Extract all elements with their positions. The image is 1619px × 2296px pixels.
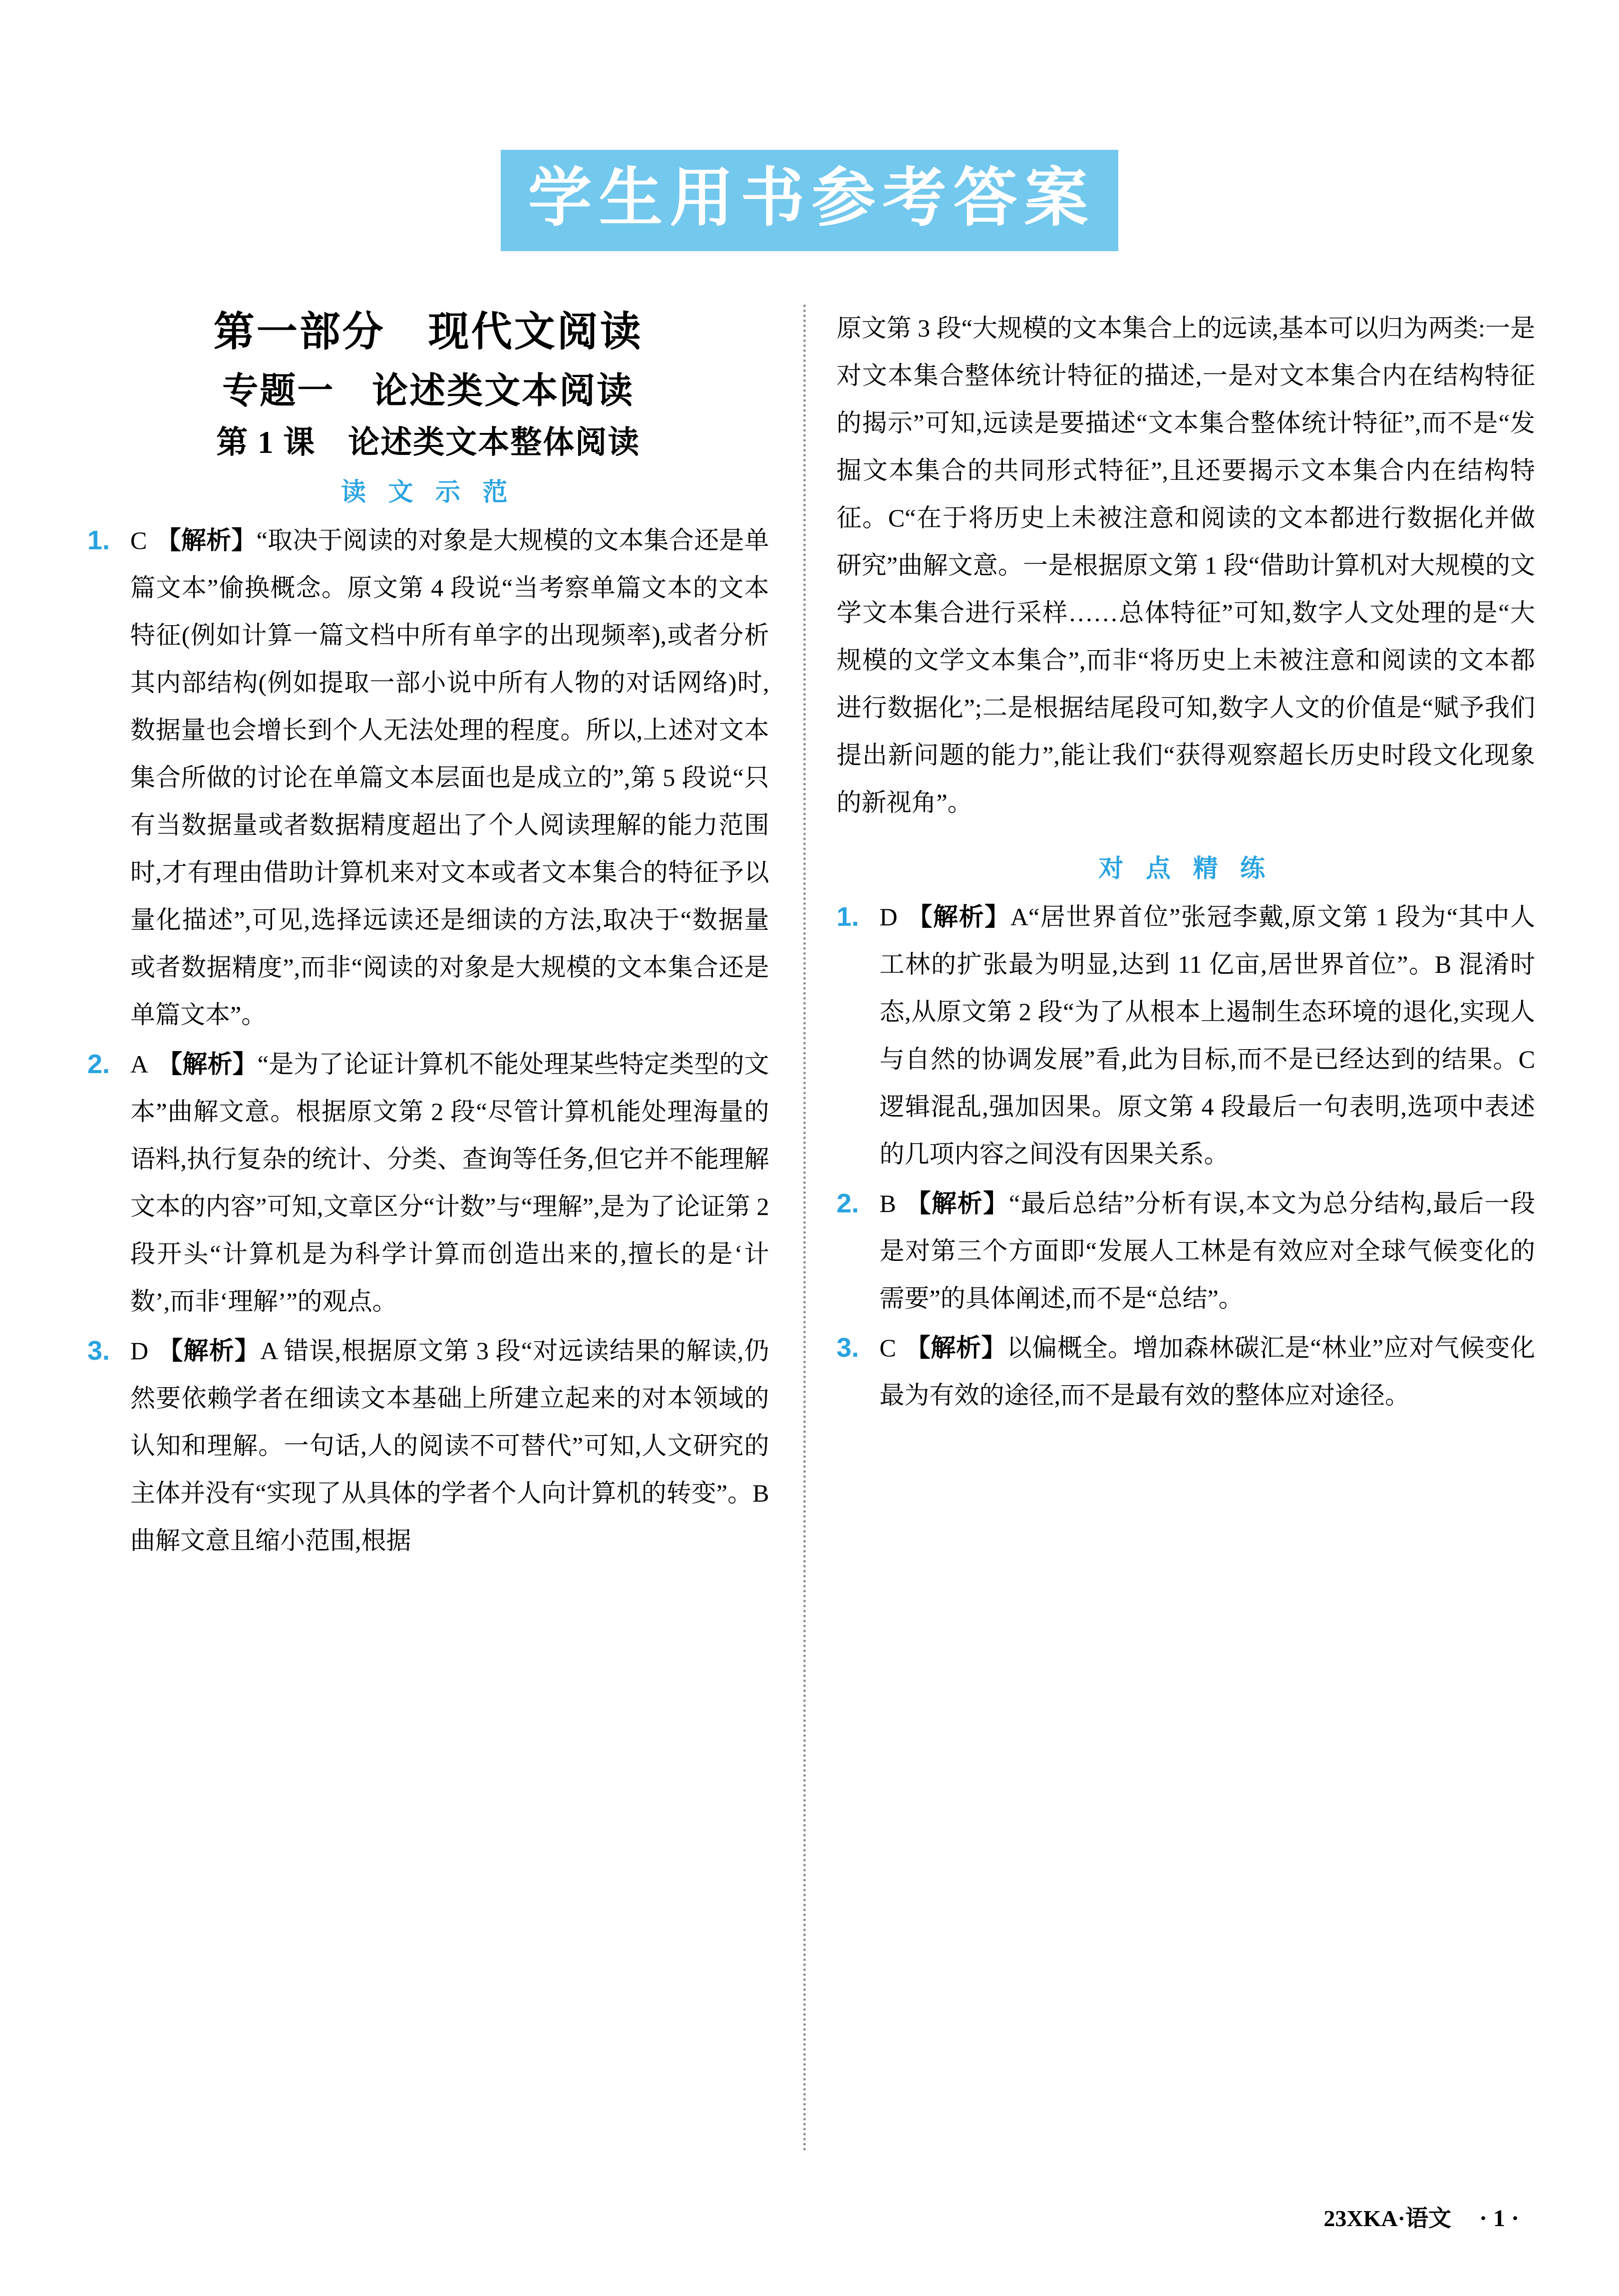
answer-item bbox=[837, 1180, 1535, 1322]
answer-number: 1. bbox=[87, 525, 110, 555]
analysis-tag: 【解析】 bbox=[905, 1334, 1007, 1362]
answer-choice: B bbox=[879, 1189, 896, 1217]
column-divider bbox=[803, 305, 809, 2152]
answer-item bbox=[87, 517, 769, 1039]
title-banner-container bbox=[0, 150, 1619, 251]
answer-item bbox=[87, 1041, 769, 1325]
page-number: · 1 · bbox=[1479, 2205, 1519, 2232]
answer-choice: D bbox=[879, 903, 898, 931]
page-title-banner: 学生用书参考答案 bbox=[501, 150, 1118, 251]
analysis-tag: 【解析】 bbox=[905, 1189, 1009, 1217]
analysis-tag: 【解析】 bbox=[157, 1050, 258, 1078]
answer-item-continuation bbox=[837, 305, 1535, 826]
analysis-tag: 【解析】 bbox=[906, 903, 1010, 931]
answer-item bbox=[837, 1324, 1535, 1419]
two-column-body bbox=[87, 305, 1535, 2197]
answer-number: 3. bbox=[836, 1333, 859, 1363]
part-title: 第一部分 现代文阅读 bbox=[213, 309, 643, 355]
answer-choice: A bbox=[130, 1050, 149, 1078]
analysis-text: “是为了论证计算机不能处理某些特定类型的文本”曲解文意。根据原文第 2 段“尽管计算机能处理海量的语料,执行复杂的统计、分类、查询等任务,但它并不能理解文本的内容”可知,文章区分“计数”与“理解”,是为了论证第 2 段开头“计算机是为科学计算而创造出来的,擅长的是‘计数’,而非‘理解’”的观点。 bbox=[130, 1050, 769, 1315]
answer-item bbox=[837, 893, 1535, 1178]
topic-title: 专题一 论述类文本阅读 bbox=[222, 371, 635, 411]
analysis-tag: 【解析】 bbox=[156, 526, 257, 554]
right-column bbox=[824, 305, 1535, 2197]
footer-code: 23XKA·语文 bbox=[1323, 2206, 1451, 2231]
lesson-title: 第 1 课 论述类文本整体阅读 bbox=[216, 424, 641, 460]
answer-choice: C bbox=[130, 526, 147, 554]
answer-number: 3. bbox=[87, 1335, 110, 1366]
analysis-text: A 错误,根据原文第 3 段“对远读结果的解读,仍然要依赖学者在细读文本基础上所建立起来的对本领域的认知和理解。一句话,人的阅读不可替代”可知,人文研究的主体并没有“实现了从具体的学者个人向计算机的转变”。B 曲解文意且缩小范围,根据 bbox=[130, 1336, 769, 1554]
analysis-text: “最后总结”分析有误,本文为总分结构,最后一段是对第三个方面即“发展人工林是有效应对全球气候变化的需要”的具体阐述,而不是“总结”。 bbox=[879, 1189, 1535, 1312]
answer-number: 2. bbox=[836, 1188, 859, 1218]
analysis-text: “取决于阅读的对象是大规模的文本集合还是单篇文本”偷换概念。原文第 4 段说“当考察单篇文本的文本特征(例如计算一篇文档中所有单字的出现频率),或者分析其内部结构(例如提取一部小说中所有人物的对话网络)时,数据量也会增长到个人无法处理的程度。所以,上述对文本集合所做的讨论在单篇文本层面也是成立的”,第 5 段说“只有当数据量或者数据精度超出了个人阅读理解的能力范围时,才有理由借助计算机来对文本或者文本集合的特征予以量化描述”,可见,选择远读还是细读的方法,取决于“数据量或者数据精度”,而非“阅读的对象是大规模的文本集合还是单篇文本”。 bbox=[130, 526, 769, 1029]
answer-number: 1. bbox=[836, 902, 859, 932]
page-footer bbox=[1323, 2200, 1519, 2233]
answer-number: 2. bbox=[87, 1049, 110, 1079]
answer-choice: C bbox=[879, 1334, 896, 1362]
section-heading-reading-demo: 读 文 示 范 bbox=[341, 477, 516, 506]
answer-item bbox=[87, 1327, 769, 1564]
analysis-text-continued: 原文第 3 段“大规模的文本集合上的远读,基本可以归为两类:一是对文本集合整体统计特征的描述,一是对文本集合内在结构特征的揭示”可知,远读是要描述“文本集合整体统计特征”,而不是“发掘文本集合的共同形式特征”,且还要揭示文本集合内在结构特征。C“在于将历史上未被注意和阅读的文本都进行数据化并做研究”曲解文意。一是根据原文第 1 段“借助计算机对大规模的文学文本集合进行采样……总体特征”可知,数字人文处理的是“大规模的文学文本集合”,而非“将历史上未被注意和阅读的文本都进行数据化”;二是根据结尾段可知,数字人文的价值是“赋予我们提出新问题的能力”,能让我们“获得观察超长历史时段文化现象的新视角”。 bbox=[836, 314, 1535, 816]
analysis-text: 以偏概全。增加森林碳汇是“林业”应对气候变化最为有效的途径,而不是最有效的整体应对途径。 bbox=[879, 1334, 1535, 1409]
answer-choice: D bbox=[130, 1336, 149, 1365]
left-column bbox=[87, 305, 799, 2197]
analysis-text: A“居世界首位”张冠李戴,原文第 1 段为“其中人工林的扩张最为明显,达到 11 亿亩,居世界首位”。B 混淆时态,从原文第 2 段“为了从根本上遏制生态环境的退化,实现人与自然的协调发展”看,此为目标,而不是已经达到的结果。C 逻辑混乱,强加因果。原文第 4 段最后一句表明,选项中表述的几项内容之间没有因果关系。 bbox=[879, 903, 1536, 1168]
section-heading-targeted-practice: 对 点 精 练 bbox=[1098, 854, 1274, 882]
analysis-tag: 【解析】 bbox=[157, 1336, 261, 1365]
